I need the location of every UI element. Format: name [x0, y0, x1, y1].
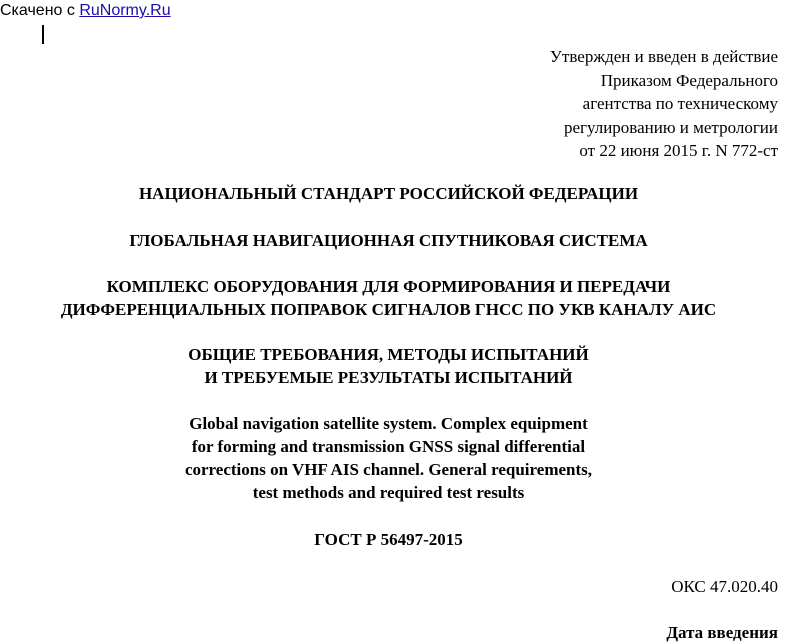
gost-designation-text: ГОСТ Р 56497-2015 [314, 530, 463, 549]
requirements-title-line: И ТРЕБУЕМЫЕ РЕЗУЛЬТАТЫ ИСПЫТАНИЙ [204, 368, 573, 387]
english-title-line: test methods and required test results [252, 483, 525, 502]
approval-line: от 22 июня 2015 г. N 772-ст [579, 141, 778, 160]
english-title-block [0, 412, 777, 504]
complex-title-line: ДИФФЕРЕНЦИАЛЬНЫХ ПОПРАВОК СИГНАЛОВ ГНСС ПО УКВ КАНАЛУ АИС [60, 300, 717, 319]
runormy-link[interactable]: RuNormy.Ru [79, 2, 171, 19]
download-source-prefix: Скачено с [0, 2, 80, 19]
approval-line: Приказом Федерального [600, 70, 778, 90]
english-title-line: Global navigation satellite system. Complex equipment [189, 414, 588, 433]
english-title-line: corrections on VHF AIS channel. General requirements, [184, 460, 593, 479]
national-standard-heading [0, 182, 777, 205]
download-source-line [0, 1, 171, 21]
gost-designation-heading [0, 528, 777, 551]
complex-title-line: КОМПЛЕКС ОБОРУДОВАНИЯ ДЛЯ ФОРМИРОВАНИЯ И ПЕРЕДАЧИ [106, 277, 671, 296]
complex-title-heading [0, 275, 777, 321]
english-title-line: for forming and transmission GNSS signal differential [191, 437, 586, 456]
system-title-text: ГЛОБАЛЬНАЯ НАВИГАЦИОННАЯ СПУТНИКОВАЯ СИСТЕМА [129, 231, 648, 250]
approval-line: регулированию и метрологии [563, 117, 778, 137]
oks-code: ОКС 47.020.40 [671, 577, 778, 596]
approval-line: агентства по техническому [582, 94, 778, 113]
system-title-heading [0, 229, 777, 252]
requirements-title-heading [0, 343, 777, 389]
approval-line: Утвержден и введен в действие [549, 47, 778, 66]
approval-block [550, 45, 778, 163]
requirements-title-line: ОБЩИЕ ТРЕБОВАНИЯ, МЕТОДЫ ИСПЫТАНИЙ [188, 345, 589, 364]
intro-date-label: Дата введения [666, 623, 778, 642]
text-cursor [42, 25, 44, 44]
national-standard-text: НАЦИОНАЛЬНЫЙ СТАНДАРТ РОССИЙСКОЙ ФЕДЕРАЦИИ [138, 184, 639, 203]
